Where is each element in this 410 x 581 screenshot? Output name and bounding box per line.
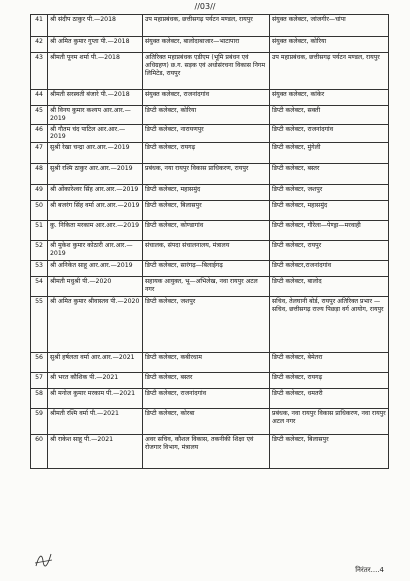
new-posting-cell: डिप्टी कलेक्टर, बिलासपुर — [270, 435, 389, 469]
officer-name-cell: श्री संदीप ठाकुर पी.—2018 — [48, 15, 143, 37]
transfer-orders-table — [30, 14, 389, 469]
current-posting-cell: डिप्टी कलेक्टर, बस्तर — [143, 373, 270, 389]
current-posting-cell: डिप्टी कलेक्टर, कबीरधाम — [143, 353, 270, 373]
current-posting-cell: डिप्टी कलेक्टर, जशपुर — [143, 297, 270, 353]
officer-name-cell: श्रीमती सरस्वती बंजारे पी.—2018 — [48, 90, 143, 106]
table-row — [31, 389, 389, 409]
new-posting-cell: प्रबंधक, नवा रायपुर विकास प्राधिकरण, नवा रायपुर अटल नगर — [270, 409, 389, 435]
table-row — [31, 53, 389, 90]
signature-mark — [33, 549, 55, 571]
serial-number-cell: 41 — [31, 15, 48, 37]
new-posting-cell: डिप्टी कलेक्टर, मुंगेली — [270, 143, 389, 164]
new-posting-cell: डिप्टी कलेक्टर, गौरेला—पेण्ड्रा—मरवाही — [270, 221, 389, 241]
serial-number-cell: 58 — [31, 389, 48, 409]
serial-number-cell: 44 — [31, 90, 48, 106]
officer-name-cell: सुश्री रश्मि ठाकुर आर.आर.—2019 — [48, 164, 143, 185]
officer-name-cell: श्री राकेश साहू पी.—2021 — [48, 435, 143, 469]
table-row — [31, 201, 389, 221]
new-posting-cell: डिप्टी कलेक्टर, बेमेतरा — [270, 353, 389, 373]
current-posting-cell: अवर सचिव, कौशल विकास, तकनीकी शिक्षा एवं रोजगार विभाग, मंत्रालय — [143, 435, 270, 469]
serial-number-cell: 42 — [31, 37, 48, 53]
table-row — [31, 15, 389, 37]
current-posting-cell: डिप्टी कलेक्टर, सारंगढ़—बिलाईगढ़ — [143, 261, 270, 277]
new-posting-cell: सचिव, तेलघानी बोर्ड, रायपुर अतिरिक्त प्रभार — सचिव, छत्तीसगढ़ राज्य पिछड़ा वर्ग आयोग, रायपुर — [270, 297, 389, 353]
table-row — [31, 143, 389, 164]
serial-number-cell: 47 — [31, 143, 48, 164]
serial-number-cell: 43 — [31, 53, 48, 90]
current-posting-cell: डिप्टी कलेक्टर, नारायणपुर — [143, 124, 270, 143]
current-posting-cell: डिप्टी कलेक्टर, महासमुंद — [143, 185, 270, 201]
current-posting-cell: डिप्टी कलेक्टर, कोरिया — [143, 106, 270, 125]
table-row — [31, 353, 389, 373]
table-row — [31, 277, 389, 297]
current-posting-cell: संयुक्त कलेक्टर, राजनांदगांव — [143, 90, 270, 106]
current-posting-cell: डिप्टी कलेक्टर, कोरबा — [143, 409, 270, 435]
new-posting-cell: उप महाप्रबंधक, छत्तीसगढ़ पर्यटन मण्डल, रायपुर — [270, 53, 389, 90]
current-posting-cell: डिप्टी कलेक्टर, राजनांदगांव — [143, 389, 270, 409]
serial-number-cell: 55 — [31, 297, 48, 353]
current-posting-cell: डिप्टी कलेक्टर, बिलासपुर — [143, 201, 270, 221]
officer-name-cell: श्री मनोज कुमार मरकाम पी.—2021 — [48, 389, 143, 409]
table-row — [31, 373, 389, 389]
serial-number-cell: 56 — [31, 353, 48, 373]
table-row — [31, 297, 389, 353]
table-row — [31, 37, 389, 53]
new-posting-cell: डिप्टी कलेक्टर, राजनांदगांव — [270, 124, 389, 143]
table-row — [31, 185, 389, 201]
serial-number-cell: 53 — [31, 261, 48, 277]
table-row — [31, 124, 389, 143]
table-row — [31, 106, 389, 125]
table-row — [31, 409, 389, 435]
table-row — [31, 241, 389, 261]
officer-name-cell: श्री अमित कुमार गुप्ता पी.—2018 — [48, 37, 143, 53]
new-posting-cell: डिप्टी कलेक्टर, धमतरी — [270, 389, 389, 409]
current-posting-cell: उप महाप्रबंधक, छत्तीसगढ़ पर्यटन मण्डल, रायपुर — [143, 15, 270, 37]
officer-name-cell: सुश्री रेखा चन्द्रा आर.आर.—2019 — [48, 143, 143, 164]
officer-name-cell: कु. निकिता मरकाम आर.आर.—2019 — [48, 221, 143, 241]
officer-name-cell: श्री गौतम चंद पाटिल आर.आर.—2019 — [48, 124, 143, 143]
table-body — [31, 15, 389, 469]
officer-name-cell: श्रीमती रश्मि वर्मा पी.—2021 — [48, 409, 143, 435]
current-posting-cell: प्रबंधक, नया रायपुर विकास प्राधिकरण, रायपुर — [143, 164, 270, 185]
serial-number-cell: 54 — [31, 277, 48, 297]
officer-name-cell: श्री अनिकेत साहू आर.आर.—2019 — [48, 261, 143, 277]
new-posting-cell: डिप्टी कलेक्टर, जशपुर — [270, 185, 389, 201]
current-posting-cell: डिप्टी कलेक्टर, कोण्डागांव — [143, 221, 270, 241]
continued-note: निरंतर....4 — [355, 566, 384, 574]
serial-number-cell: 60 — [31, 435, 48, 469]
serial-number-cell: 49 — [31, 185, 48, 201]
officer-name-cell: श्री बजरंग सिंह वर्मा आर.आर.—2019 — [48, 201, 143, 221]
table-row — [31, 261, 389, 277]
officer-name-cell: सुश्री हर्षलता वर्मा आर.आर.—2021 — [48, 353, 143, 373]
table-row — [31, 164, 389, 185]
new-posting-cell: डिप्टी कलेक्टर, महासमुंद — [270, 201, 389, 221]
officer-name-cell: श्री भरत कौशिक पी.—2021 — [48, 373, 143, 389]
current-posting-cell: संचालक, संपदा संचालनालय, मंत्रालय — [143, 241, 270, 261]
serial-number-cell: 52 — [31, 241, 48, 261]
serial-number-cell: 51 — [31, 221, 48, 241]
officer-name-cell: श्री विनय कुमार कश्यप आर.आर.—2019 — [48, 106, 143, 125]
new-posting-cell: डिप्टी कलेक्टर,राजनांदगांव — [270, 261, 389, 277]
current-posting-cell: अतिरिक्त महाप्रबंधक एडीएम (भूमि प्रबंधन एवं अधिग्रहण) छ.ग. सड़क एवं अधोसंरचना विकास निगम लिमिटेड, रायपुर — [143, 53, 270, 90]
serial-number-cell: 46 — [31, 124, 48, 143]
serial-number-cell: 59 — [31, 409, 48, 435]
new-posting-cell: संयुक्त कलेक्टर, कांकेर — [270, 90, 389, 106]
current-posting-cell: सहायक आयुक्त, भू—अभिलेख, नवा रायपुर अटल नगर — [143, 277, 270, 297]
serial-number-cell: 50 — [31, 201, 48, 221]
new-posting-cell: संयुक्त कलेक्टर, कोरिया — [270, 37, 389, 53]
current-posting-cell: डिप्टी कलेक्टर, रायगढ़ — [143, 143, 270, 164]
table-row — [31, 90, 389, 106]
new-posting-cell: डिप्टी कलेक्टर, सक्ती — [270, 106, 389, 125]
new-posting-cell: संयुक्त कलेक्टर, जांजगीर—चांपा — [270, 15, 389, 37]
officer-name-cell: श्रीमती पूनम शर्मा पी.—2018 — [48, 53, 143, 90]
serial-number-cell: 45 — [31, 106, 48, 125]
table-row — [31, 435, 389, 469]
officer-name-cell: श्री अमित कुमार श्रीवास्तव पी.—2020 — [48, 297, 143, 353]
serial-number-cell: 48 — [31, 164, 48, 185]
new-posting-cell: डिप्टी कलेक्टर, रायगढ़ — [270, 373, 389, 389]
new-posting-cell: डिप्टी कलेक्टर, बस्तर — [270, 164, 389, 185]
page-marker: //03// — [194, 2, 216, 11]
officer-name-cell: श्री ओंकारेश्वर सिंह आर.आर.—2019 — [48, 185, 143, 201]
serial-number-cell: 57 — [31, 373, 48, 389]
current-posting-cell: संयुक्त कलेक्टर, बालोदाबाजार—भाटापारा — [143, 37, 270, 53]
new-posting-cell: डिप्टी कलेक्टर, रायपुर — [270, 241, 389, 261]
officer-name-cell: श्रीमती मधुश्री पी.—2020 — [48, 277, 143, 297]
new-posting-cell: डिप्टी कलेक्टर, बालोद — [270, 277, 389, 297]
table-row — [31, 221, 389, 241]
officer-name-cell: श्री मुकेश कुमार कोठारी आर.आर.—2019 — [48, 241, 143, 261]
